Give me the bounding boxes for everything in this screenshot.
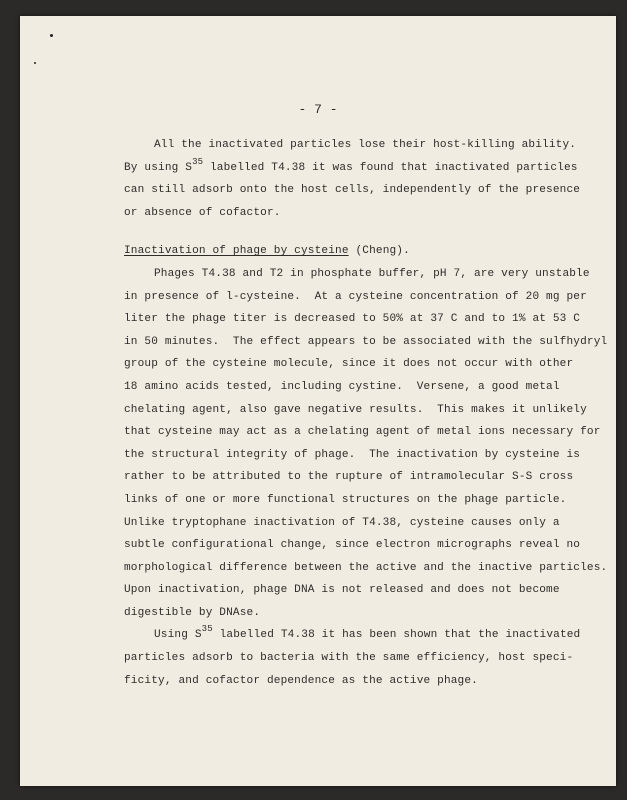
- paragraph-line: chelating agent, also gave negative results. This makes it unlikely: [124, 403, 587, 416]
- paragraph-line: Upon inactivation, phage DNA is not released and does not become: [124, 584, 560, 597]
- paragraph-line: All the inactivated particles lose their host-killing ability.: [154, 139, 577, 151]
- paragraph-line: [124, 624, 604, 647]
- paragraph-line: digestible by DNAse.: [124, 606, 261, 619]
- paragraph-line: 18 amino acids tested, including cystine. Versene, a good metal: [124, 380, 560, 393]
- line-segment: labelled T4.38 it was found that inactivated particles: [203, 161, 578, 174]
- isotope-superscript: 35: [201, 624, 213, 635]
- section-heading-title: Inactivation of phage by cysteine: [124, 245, 349, 258]
- paragraph-line: liter the phage titer is decreased to 50% at 37 C and to 1% at 53 C: [124, 313, 581, 326]
- section-heading-author: (Cheng).: [348, 245, 410, 258]
- paragraph-line: the structural integrity of phage. The inactivation by cysteine is: [124, 448, 581, 461]
- line-segment: By using S: [124, 161, 193, 174]
- paragraph-line: Unlike tryptophane inactivation of T4.38, cysteine causes only a: [124, 516, 560, 529]
- paragraph-line: or absence of cofactor.: [124, 206, 281, 219]
- line-segment: Using S: [154, 629, 202, 642]
- paragraph-line: links of one or more functional structures on the phage particle.: [124, 493, 567, 506]
- paragraph-line: can still adsorb onto the host cells, independently of the presence: [124, 184, 581, 197]
- paragraph-line: group of the cysteine molecule, since it does not occur with other: [124, 358, 574, 371]
- paragraph-line: ficity, and cofactor dependence as the active phage.: [124, 674, 478, 687]
- paragraph-line: [124, 157, 604, 180]
- paragraph-line: morphological difference between the active and the inactive particles.: [124, 561, 608, 574]
- paragraph-line: subtle configurational change, since electron micrographs reveal no: [124, 539, 581, 552]
- page-number: - 7 -: [298, 102, 338, 117]
- section-heading: [124, 240, 604, 263]
- paragraph-line: Phages T4.38 and T2 in phosphate buffer, pH 7, are very unstable: [154, 267, 590, 280]
- body-text: [124, 134, 608, 692]
- document-page: [20, 16, 616, 786]
- paragraph-line: in presence of l-cysteine. At a cysteine concentration of 20 mg per: [124, 290, 587, 303]
- scan-speck: [50, 34, 53, 37]
- isotope-superscript: 35: [192, 156, 204, 167]
- paragraph-line: in 50 minutes. The effect appears to be associated with the sulfhydryl: [124, 335, 608, 348]
- paragraph-line: that cysteine may act as a chelating agent of metal ions necessary for: [124, 426, 601, 439]
- scan-speck: [34, 62, 36, 64]
- paragraph-line: rather to be attributed to the rupture of intramolecular S-S cross: [124, 471, 574, 484]
- line-segment: labelled T4.38 it has been shown that the inactivated: [212, 629, 581, 642]
- paragraph-line: particles adsorb to bacteria with the same efficiency, host speci-: [124, 652, 574, 665]
